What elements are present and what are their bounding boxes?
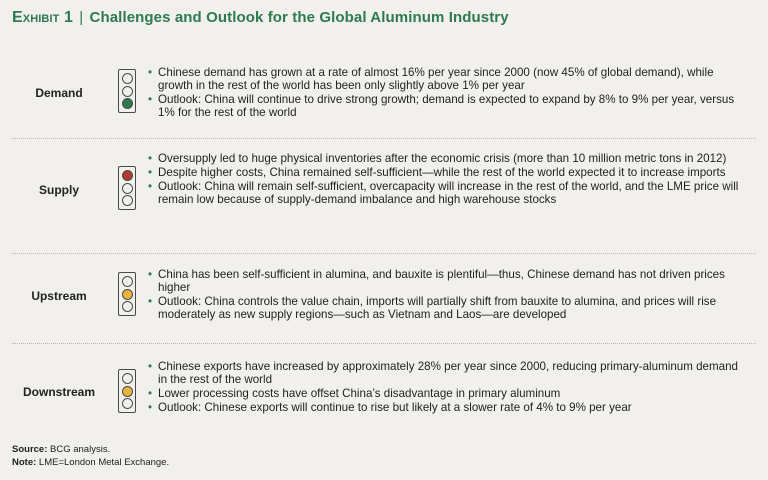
- list-item: • Lower processing costs have offset China’s disadvantage in primary aluminum: [146, 387, 746, 400]
- traffic-light-icon: [118, 69, 136, 113]
- source-note: [12, 444, 110, 455]
- divider: [12, 138, 756, 139]
- row-label-demand: Demand: [35, 86, 83, 100]
- lamp-middle: [122, 289, 133, 300]
- list-item: • Chinese exports have increased by approximately 28% per year since 2000, reducing primary-aluminum demand in the rest of the world: [146, 360, 746, 386]
- bullet-list: [146, 152, 746, 207]
- note-text: LME=London Metal Exchange.: [38, 457, 170, 468]
- list-item: • China has been self-sufficient in alumina, and bauxite is plentiful—thus, Chinese demand has not driven prices higher: [146, 268, 746, 294]
- lamp-bottom: [122, 398, 133, 409]
- exhibit-number: Exhibit 1: [12, 9, 73, 26]
- lamp-middle: [122, 183, 133, 194]
- bullet-list: [146, 66, 746, 120]
- title-separator: |: [79, 9, 84, 26]
- exhibit-title: [12, 9, 509, 27]
- list-item: • Despite higher costs, China remained self-sufficient—while the rest of the world expected it to increase imports: [146, 166, 746, 179]
- row-label-supply: Supply: [38, 183, 79, 197]
- footnote: [12, 457, 169, 468]
- lamp-top: [122, 73, 133, 84]
- lamp-middle: [122, 386, 133, 397]
- exhibit-title-text: Challenges and Outlook for the Global Aluminum Industry: [89, 9, 509, 26]
- row-label-upstream: Upstream: [31, 289, 87, 303]
- list-item: • Outlook: China will continue to drive strong growth; demand is expected to expand by 8% to 9% per year, versus 1% for the rest of the world: [146, 93, 746, 119]
- bullet-list: [146, 268, 746, 322]
- source-text: BCG analysis.: [50, 444, 111, 455]
- lamp-bottom: [122, 195, 133, 206]
- lamp-bottom: [122, 301, 133, 312]
- list-item: • Outlook: China will remain self-sufficient, overcapacity will increase in the rest of the world, and the LME price will remain low because of supply-demand imbalance and high warehouse stocks: [146, 180, 746, 206]
- traffic-light-icon: [118, 166, 136, 210]
- list-item: • Outlook: Chinese exports will continue to rise but likely at a slower rate of 4% to 9% per year: [146, 401, 746, 414]
- list-item: • Chinese demand has grown at a rate of almost 16% per year since 2000 (now 45% of global demand), while growth in the rest of the world has been only slightly above 1% per year: [146, 66, 746, 92]
- note-label: Note:: [12, 457, 37, 468]
- lamp-top: [122, 373, 133, 384]
- lamp-top: [122, 276, 133, 287]
- row-label-downstream: Downstream: [22, 385, 96, 399]
- bullet-list: [146, 360, 746, 415]
- lamp-bottom: [122, 98, 133, 109]
- source-label: Source:: [12, 444, 48, 455]
- divider: [12, 343, 756, 344]
- list-item: • Outlook: China controls the value chain, imports will partially shift from bauxite to alumina, and prices will rise moderately as new supply regions—such as Vietnam and Laos—are developed: [146, 295, 746, 321]
- traffic-light-icon: [118, 369, 136, 413]
- traffic-light-icon: [118, 272, 136, 316]
- list-item: • Oversupply led to huge physical inventories after the economic crisis (more than 10 million metric tons in 2012): [146, 152, 746, 165]
- lamp-middle: [122, 86, 133, 97]
- lamp-top: [122, 170, 133, 181]
- divider: [12, 253, 756, 254]
